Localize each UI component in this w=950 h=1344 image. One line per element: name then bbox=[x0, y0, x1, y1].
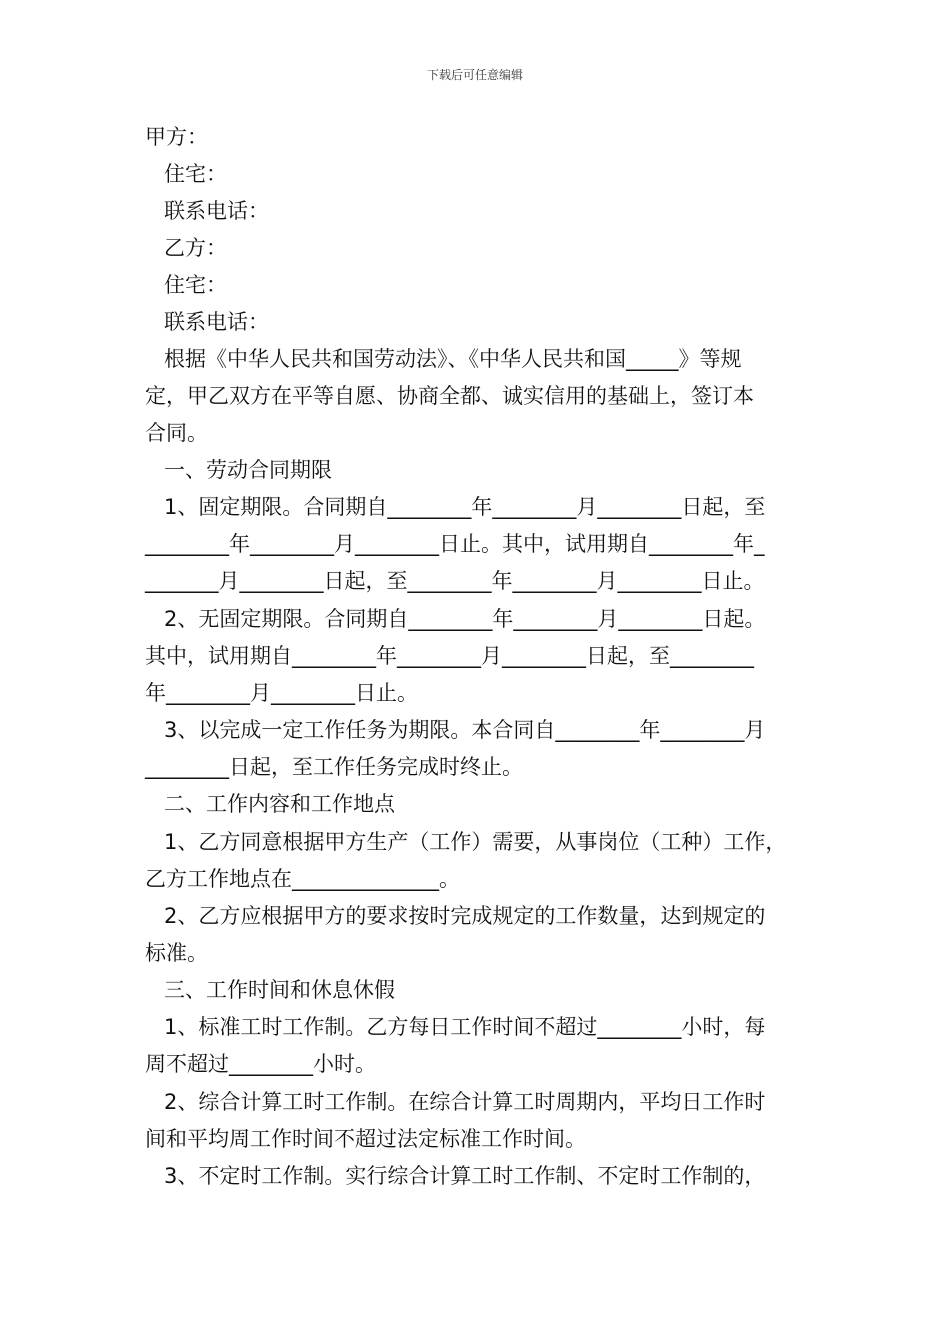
clause-1-2-line-1: 2、无固定期限。合同期自________年________月________日起。 bbox=[164, 607, 766, 631]
preamble-line-1: 根据《中华人民共和国劳动法》、《中华人民共和国_____》等规 bbox=[164, 347, 742, 371]
clause-1-3-line-1: 3、以完成一定工作任务为期限。本合同自________年________月 bbox=[164, 718, 766, 742]
clause-1-2-line-3: 年________月________日止。 bbox=[145, 681, 418, 705]
party-b-address-label: 住宅： bbox=[164, 273, 227, 297]
preamble-line-3: 合同。 bbox=[145, 421, 208, 445]
party-b-label: 乙方： bbox=[164, 236, 227, 260]
page-header: 下载后可任意编辑 bbox=[426, 68, 523, 82]
clause-3-2-line-1: 2、综合计算工时工作制。在综合计算工时周期内，平均日工作时 bbox=[164, 1090, 766, 1114]
party-a-phone-label: 联系电话： bbox=[164, 199, 269, 223]
clause-1-1-line-1: 1、固定期限。合同期自________年________月________日起，至 bbox=[164, 495, 766, 519]
party-a-label: 甲方： bbox=[145, 125, 208, 149]
clause-2-2-line-2: 标准。 bbox=[145, 941, 208, 965]
clause-3-1-line-1: 1、标准工时工作制。乙方每日工作时间不超过________小时，每 bbox=[164, 1015, 766, 1039]
clause-3-3-line-1: 3、不定时工作制。实行综合计算工时工作制、不定时工作制的， bbox=[164, 1164, 766, 1188]
section-2-heading: 二、工作内容和工作地点 bbox=[164, 792, 395, 816]
clause-2-1-line-1: 1、乙方同意根据甲方生产（工作）需要，从事岗位（工种）工作， bbox=[164, 830, 787, 854]
clause-2-1-line-2: 乙方工作地点在______________。 bbox=[145, 867, 460, 891]
clause-1-1-line-3: _______月________日起，至________年________月________日止。 bbox=[145, 569, 765, 593]
party-a-address-label: 住宅： bbox=[164, 162, 227, 186]
preamble-line-2: 定，甲乙双方在平等自愿、协商全都、诚实信用的基础上，签订本 bbox=[145, 384, 754, 408]
party-b-phone-label: 联系电话： bbox=[164, 310, 269, 334]
clause-1-3-line-2: ________日起，至工作任务完成时终止。 bbox=[145, 755, 523, 779]
section-1-heading: 一、劳动合同期限 bbox=[164, 458, 332, 482]
clause-2-2-line-1: 2、乙方应根据甲方的要求按时完成规定的工作数量，达到规定的 bbox=[164, 904, 766, 928]
section-3-heading: 三、工作时间和休息休假 bbox=[164, 978, 395, 1002]
clause-3-1-line-2: 周不超过________小时。 bbox=[145, 1052, 376, 1076]
clause-3-2-line-2: 间和平均周工作时间不超过法定标准工作时间。 bbox=[145, 1127, 586, 1151]
clause-1-1-line-2: ________年________月________日止。其中，试用期自________年_ bbox=[145, 532, 765, 556]
clause-1-2-line-2: 其中，试用期自________年________月________日起，至________ bbox=[145, 644, 754, 668]
